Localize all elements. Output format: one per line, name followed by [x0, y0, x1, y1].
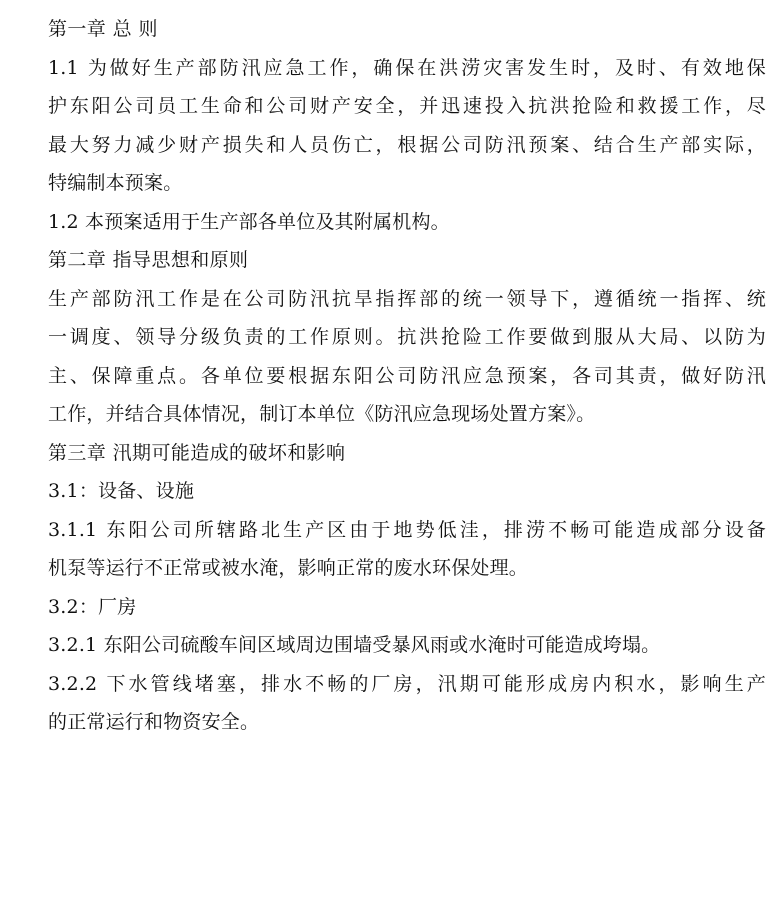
paragraph-line: 1.1 为做好生产部防汛应急工作，确保在洪涝灾害发生时，及时、有效地保 [48, 56, 766, 79]
paragraph-line: 主、保障重点。各单位要根据东阳公司防汛应急预案，各司其责，做好防汛 [48, 364, 766, 387]
paragraph-line: 的正常运行和物资安全。 [48, 711, 260, 733]
paragraph-line: 最大努力减少财产损失和人员伤亡，根据公司防汛预案、结合生产部实际， [48, 133, 766, 156]
paragraph-line: 生产部防汛工作是在公司防汛抗旱指挥部的统一领导下，遵循统一指挥、统 [48, 287, 766, 310]
section-heading: 3.2：厂房 [48, 595, 137, 618]
paragraph-line: 1.2 本预案适用于生产部各单位及其附属机构。 [48, 210, 450, 233]
chapter-2-heading: 第二章 指导思想和原则 [48, 249, 249, 271]
paragraph-line: 特编制本预案。 [48, 172, 183, 194]
document-body [48, 10, 766, 742]
section-heading: 3.1：设备、设施 [48, 480, 195, 502]
paragraph-line: 3.2.2 下水管线堵塞，排水不畅的厂房，汛期可能形成房内积水，影响生产 [48, 672, 766, 695]
paragraph-line: 工作，并结合具体情况，制订本单位《防汛应急现场处置方案》。 [48, 403, 596, 425]
paragraph-line: 机泵等运行不正常或被水淹，影响正常的废水环保处理。 [48, 557, 529, 579]
chapter-3-heading: 第三章 汛期可能造成的破坏和影响 [48, 441, 346, 464]
chapter-1-heading: 第一章 总 则 [48, 18, 158, 40]
paragraph-line: 3.1.1 东阳公司所辖路北生产区由于地势低洼，排涝不畅可能造成部分设备 [48, 518, 766, 541]
paragraph-line: 3.2.1 东阳公司硫酸车间区域周边围墙受暴风雨或水淹时可能造成垮塌。 [48, 634, 661, 656]
paragraph-line: 护东阳公司员工生命和公司财产安全，并迅速投入抗洪抢险和救援工作，尽 [48, 95, 766, 117]
paragraph-line: 一调度、领导分级负责的工作原则。抗洪抢险工作要做到服从大局、以防为 [48, 326, 766, 348]
